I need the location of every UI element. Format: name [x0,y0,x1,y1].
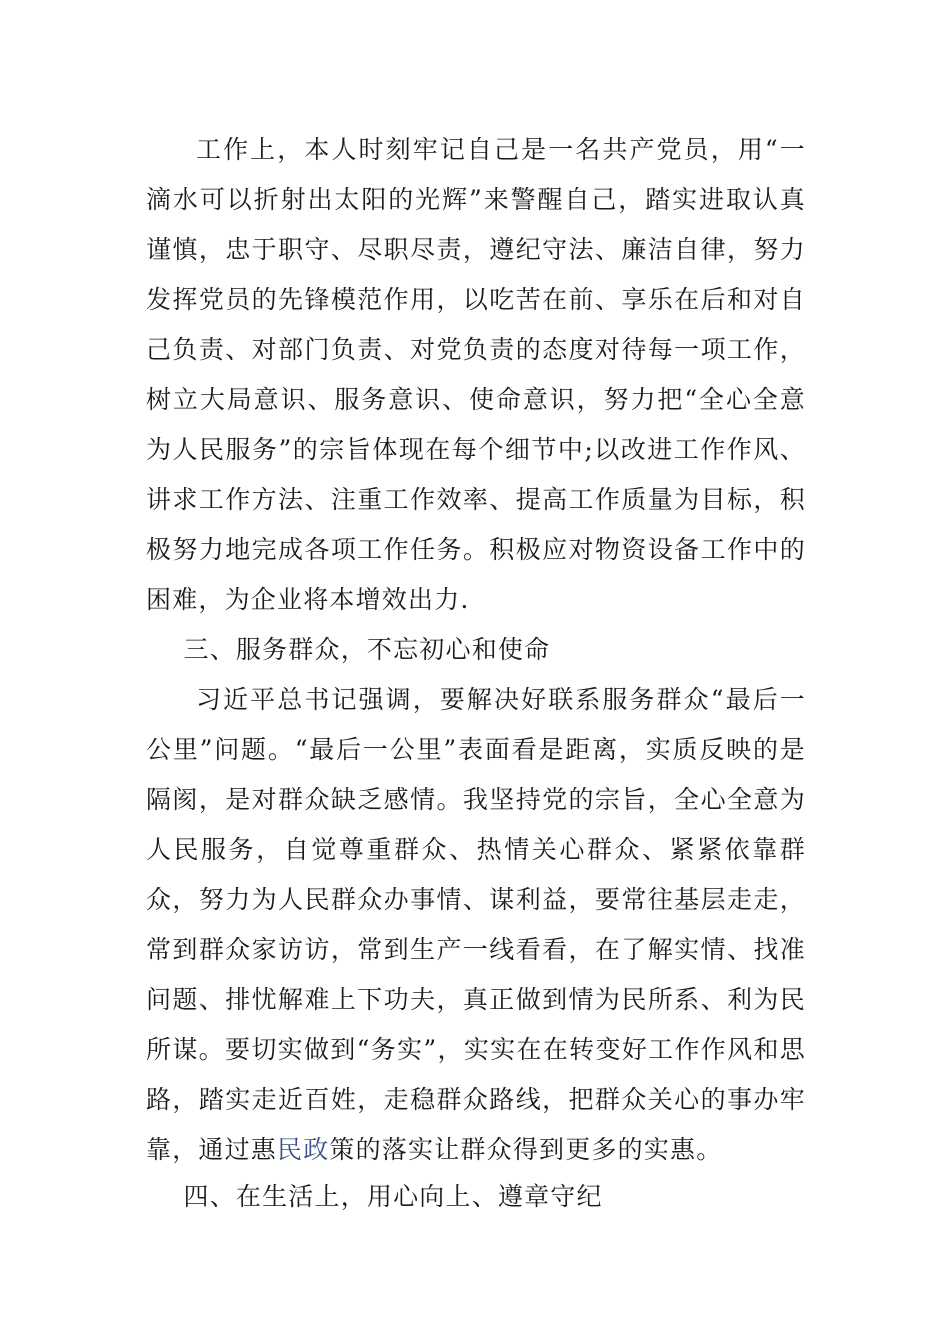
heading-serve-masses: 三、服务群众，不忘初心和使命 [183,635,551,664]
policy-link[interactable]: 民政 [277,1135,330,1164]
paragraph-text-before-link: 习近平总书记强调，要解决好联系服务群众“最后一公里”问题。“最后一公里”表面看是距离，实质反映的是隔阂，是对群众缺乏感情。我坚持党的宗旨，全心全意为人民服务，自觉尊重群众、热情关心群众、紧紧依靠群众，努力为人民群众办事情、谋利益，要常往基层走走，常到群众家访访，常到生产一线看看，在了解实情、找准问题、排忧解难上下功夫，真正做到情为民所系、利为民所谋。要切实做到“务实”，实实在在转变好工作作风和思路，踏实走近百姓，走稳群众路线，把群众关心的事办牢靠，通过惠 [146,685,806,1164]
paragraph-serve-masses [146,675,806,1175]
life-section [146,1172,806,1222]
paragraph-work: 工作上，本人时刻牢记自己是一名共产党员，用“一滴水可以折射出太阳的光辉”来警醒自己，踏实进取认真谨慎，忠于职守、尽职尽责，遵纪守法、廉洁自律，努力发挥党员的先锋模范作用，以吃苦在前、享乐在后和对自己负责、对部门负责、对党负责的态度对待每一项工作，树立大局意识、服务意识、使命意识，努力把“全心全意为人民服务”的宗旨体现在每个细节中;以改进工作作风、讲求工作方法、注重工作效率、提高工作质量为目标，积极努力地完成各项工作任务。积极应对物资设备工作中的困难，为企业将本增效出力. [146,135,806,614]
work-section [146,125,806,625]
paragraph-text-after-link: 策的落实让群众得到更多的实惠。 [329,1135,723,1164]
service-section [146,625,806,1175]
heading-life: 四、在生活上，用心向上、遵章守纪 [183,1182,603,1211]
